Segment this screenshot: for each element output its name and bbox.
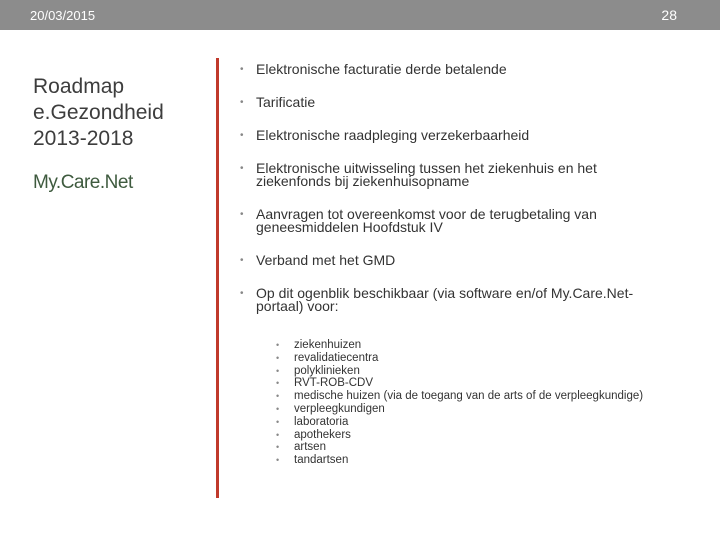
- sub-bullet-item: • apothekers: [276, 428, 351, 441]
- bullet-dot-icon: •: [276, 455, 280, 466]
- sub-bullet-list: [256, 339, 660, 467]
- bullet-dot-icon: •: [240, 97, 244, 108]
- bullet-dot-icon: •: [276, 403, 280, 414]
- bullet-list: [240, 63, 660, 487]
- bullet-dot-icon: •: [240, 288, 244, 299]
- slide-subtitle: My.Care.Net: [33, 172, 133, 193]
- bullet-dot-icon: •: [276, 442, 280, 453]
- bullet-dot-icon: •: [276, 378, 280, 389]
- sub-bullet-item: • verpleegkundigen: [276, 402, 385, 415]
- title-line: 2013-2018: [33, 127, 134, 150]
- sub-bullet-item: • medische huizen (via de toegang van de arts of de verpleegkundige): [276, 390, 644, 403]
- bullet-dot-icon: •: [240, 209, 244, 220]
- bullet-item: • Aanvragen tot overeenkomst voor de terugbetaling van geneesmiddelen Hoofdstuk IV: [240, 206, 597, 235]
- bullet-dot-icon: •: [276, 365, 280, 376]
- header-bar: [0, 0, 720, 30]
- sub-bullet-item: • polyklinieken: [276, 364, 360, 377]
- sub-bullet-item: • RVT-ROB-CDV: [276, 377, 374, 390]
- bullet-item: • Elektronische raadpleging verzekerbaarheid: [240, 127, 530, 143]
- bullet-dot-icon: •: [240, 255, 244, 266]
- bullet-item: • Op dit ogenblik beschikbaar (via software en/of My.Care.Net-portaal) voor: • ziekenhuizen • revalidatiecentra • polyklinieken • RVT-ROB-CDV • medische huizen (via de toegang van de arts of de verpleegkundige) • verpleegkundigen • laboratoria • apothekers • artsen • tandartsen: [240, 287, 660, 467]
- sub-bullet-item: • artsen: [276, 441, 326, 454]
- bullet-dot-icon: •: [276, 416, 280, 427]
- bullet-item: • Tarificatie: [240, 94, 316, 110]
- sub-bullet-item: • laboratoria: [276, 415, 349, 428]
- bullet-item: • Verband met het GMD: [240, 252, 396, 268]
- vertical-divider: [216, 58, 219, 498]
- page-number: 28: [661, 7, 677, 23]
- bullet-dot-icon: •: [276, 391, 280, 402]
- bullet-item: • Elektronische facturatie derde betalende: [240, 61, 507, 77]
- slide-date: 20/03/2015: [30, 8, 96, 23]
- bullet-dot-icon: •: [276, 352, 280, 363]
- sub-bullet-item: • ziekenhuizen: [276, 339, 362, 351]
- bullet-dot-icon: •: [240, 163, 244, 174]
- sub-bullet-item: • tandartsen: [276, 454, 349, 467]
- bullet-dot-icon: •: [240, 64, 244, 75]
- bullet-dot-icon: •: [240, 130, 244, 141]
- title-line: Roadmap: [33, 75, 125, 98]
- bullet-dot-icon: •: [276, 429, 280, 440]
- bullet-item: • Elektronische uitwisseling tussen het ziekenhuis en het ziekenfonds bij ziekenhuisopname: [240, 160, 597, 189]
- title-line: e.Gezondheid: [33, 101, 164, 124]
- slide-title: [33, 74, 198, 152]
- bullet-dot-icon: •: [276, 340, 280, 350]
- sub-bullet-item: • revalidatiecentra: [276, 351, 379, 364]
